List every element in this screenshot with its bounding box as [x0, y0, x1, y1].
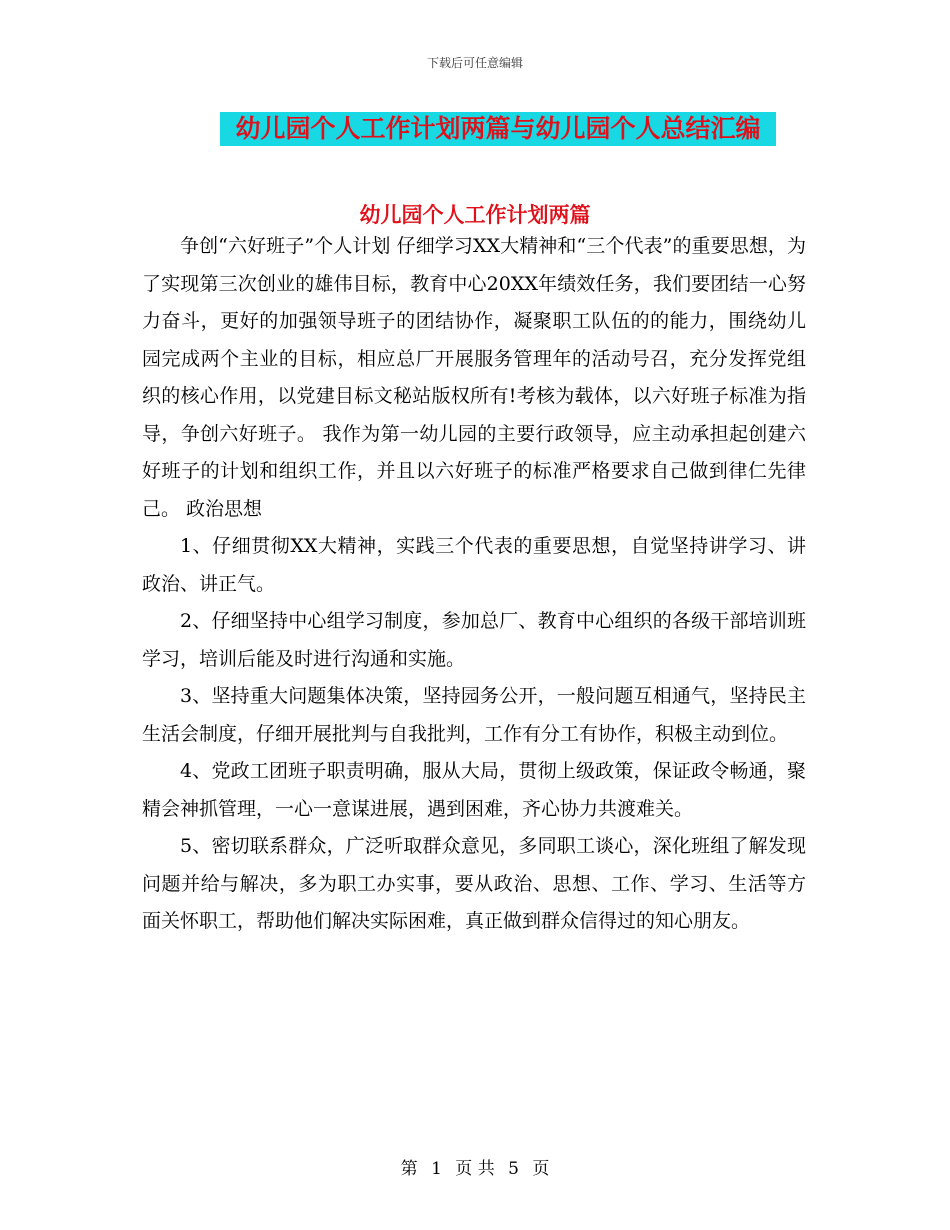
page-suffix: 页: [532, 1159, 550, 1179]
page-prefix: 第: [400, 1159, 418, 1179]
paragraph: 3、坚持重大问题集体决策，坚持园务公开，一般问题互相通气，坚持民主生活会制度，仔细开展批判与自我批判，工作有分工有协作，积极主动到位。: [142, 685, 806, 745]
paragraph: 5、密切联系群众，广泛听取群众意见，多同职工谈心，深化班组了解发现问题并给与解决，多为职工办实事，要从政治、思想、工作、学习、生活等方面关怀职工，帮助他们解决实际困难，真正做到群众信得过的知心朋友。: [142, 835, 806, 932]
document-body: [142, 228, 806, 941]
document-title-text: 幼儿园个人工作计划两篇与幼儿园个人总结汇编: [235, 114, 761, 143]
paragraph: 1、仔细贯彻XX大精神，实践三个代表的重要思想，自觉坚持讲学习、讲政治、讲正气。: [142, 535, 806, 595]
page-current: 1: [431, 1159, 442, 1179]
section-title: 幼儿园个人工作计划两篇: [359, 203, 591, 227]
paragraph: 争创“六好班子”个人计划 仔细学习XX大精神和“三个代表”的重要思想，为了实现第三次创业的雄伟目标，教育中心20XX年绩效任务，我们要团结一心努力奋斗，更好的加强领导班子的团结协作，凝聚职工队伍的的能力，围绕幼儿园完成两个主业的目标，相应总厂开展服务管理年的活动号召，充分发挥党组织的核心作用，以党建目标文秘站版权所有!考核为载体，以六好班子标准为指导，争创六好班子。 我作为第一幼儿园的主要行政领导，应主动承担起创建六好班子的计划和组织工作，并且以六好班子的标准严格要求自己做到律仁先律己。 政治思想: [142, 235, 806, 520]
document-title: [220, 112, 776, 146]
paragraph: 4、党政工团班子职责明确，服从大局，贯彻上级政策，保证政令畅通，聚精会神抓管理，一心一意谋进展，遇到困难，齐心协力共渡难关。: [142, 760, 806, 820]
page-mid: 页 共: [455, 1159, 495, 1179]
header-note: 下载后可任意编辑: [426, 56, 523, 70]
paragraph: 2、仔细坚持中心组学习制度，参加总厂、教育中心组织的各级干部培训班学习，培训后能及时进行沟通和实施。: [142, 610, 806, 670]
page-footer: [0, 1154, 950, 1179]
page-total: 5: [508, 1159, 519, 1179]
